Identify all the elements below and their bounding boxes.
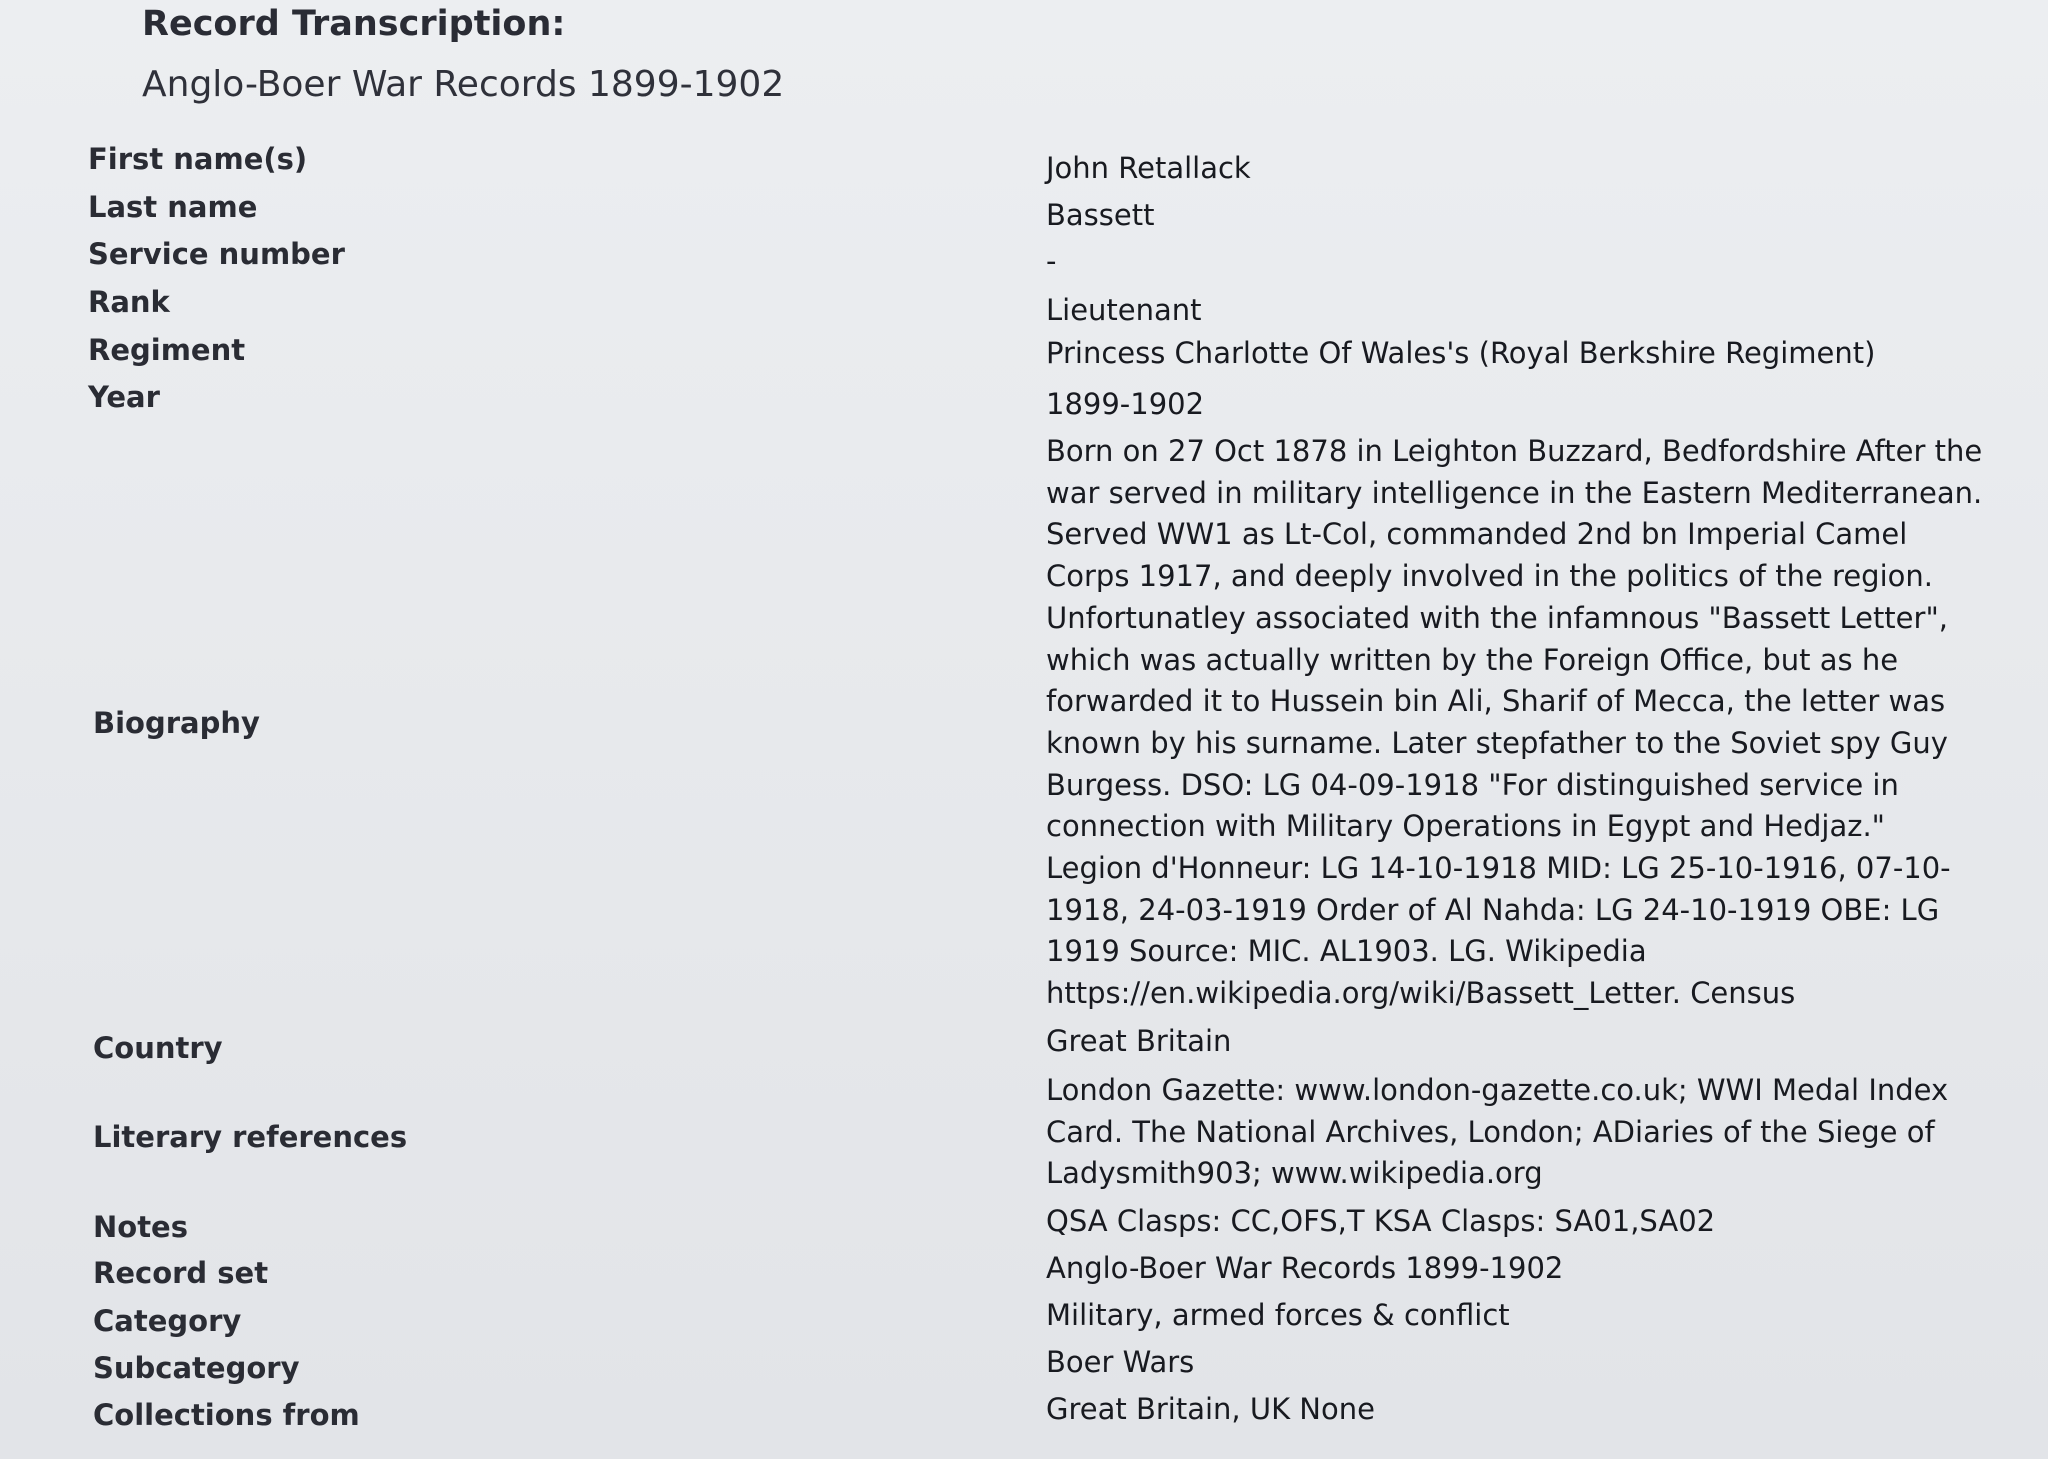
literary-references-line: London Gazette: www.london-gazette.co.uk; WWI Medal Index (1046, 1073, 1949, 1107)
biography-line: Served WW1 as Lt-Col, commanded 2nd bn Imperial Camel (1046, 517, 1908, 552)
biography-line: Legion d'Honneur: LG 14-10-1918 MID: LG 25-10-1916, 07-10- (1046, 851, 1951, 886)
first-name-label: First name(s) (88, 142, 308, 176)
biography-line: Born on 27 Oct 1878 in Leighton Buzzard, Bedfordshire After the (1046, 434, 1983, 468)
last-name-label: Last name (88, 190, 258, 224)
rank-value: Lieutenant (1046, 293, 1202, 327)
biography-label: Biography (93, 706, 260, 740)
record-set-value: Anglo-Boer War Records 1899-1902 (1046, 1251, 1564, 1285)
biography-line: known by his surname. Later stepfather to the Soviet spy Guy (1046, 725, 1948, 760)
record-set-label: Record set (93, 1256, 269, 1290)
country-label: Country (93, 1031, 223, 1065)
biography-line: 1919 Source: MIC. AL1903. LG. Wikipedia (1046, 934, 1647, 969)
category-value: Military, armed forces & conflict (1046, 1298, 1510, 1332)
rank-label: Rank (88, 285, 170, 319)
biography-line: Burgess. DSO: LG 04-09-1918 "For distinguished service in (1046, 767, 1899, 802)
biography-line: forwarded it to Hussein bin Ali, Sharif of Mecca, the letter was (1046, 684, 1946, 719)
biography-line: which was actually written by the Foreign Office, but as he (1046, 642, 1899, 677)
literary-references-label: Literary references (93, 1120, 408, 1154)
subcategory-value: Boer Wars (1046, 1345, 1195, 1379)
first-name-value: John Retallack (1046, 151, 1251, 185)
biography-line: 1918, 24-03-1919 Order of Al Nahda: LG 24-10-1919 OBE: LG (1046, 892, 1940, 927)
record-set-title: Anglo-Boer War Records 1899-1902 (142, 64, 785, 105)
biography-line: connection with Military Operations in Egypt and Hedjaz." (1046, 809, 1886, 844)
literary-references-value (1046, 1070, 1948, 1195)
notes-value: QSA Clasps: CC,OFS,T KSA Clasps: SA01,SA02 (1046, 1204, 1716, 1238)
service-number-value: - (1046, 244, 1057, 278)
biography-line: war served in military intelligence in the Eastern Mediterranean. (1046, 475, 1983, 510)
regiment-label: Regiment (88, 333, 246, 367)
literary-references-line: Card. The National Archives, London; ADiaries of the Siege of (1046, 1114, 1935, 1149)
country-value: Great Britain (1046, 1024, 1232, 1058)
service-number-label: Service number (88, 237, 345, 271)
collections-from-value: Great Britain, UK None (1046, 1392, 1375, 1426)
biography-line: Unfortunatley associated with the infamnous "Bassett Letter", (1046, 600, 1949, 635)
biography-line: Corps 1917, and deeply involved in the politics of the region. (1046, 559, 1933, 594)
notes-label: Notes (93, 1210, 188, 1244)
subcategory-label: Subcategory (93, 1351, 300, 1385)
year-value: 1899-1902 (1046, 387, 1205, 421)
regiment-value: Princess Charlotte Of Wales's (Royal Berkshire Regiment) (1046, 336, 1876, 370)
year-label: Year (88, 380, 160, 414)
biography-value (1046, 431, 1982, 1015)
category-label: Category (93, 1304, 242, 1338)
biography-line: https://en.wikipedia.org/wiki/Bassett_Letter. Census (1046, 976, 1796, 1011)
last-name-value: Bassett (1046, 198, 1155, 232)
header-label: Record Transcription: (142, 4, 566, 44)
collections-from-label: Collections from (93, 1398, 360, 1432)
literary-references-line: Ladysmith903; www.wikipedia.org (1046, 1156, 1543, 1190)
